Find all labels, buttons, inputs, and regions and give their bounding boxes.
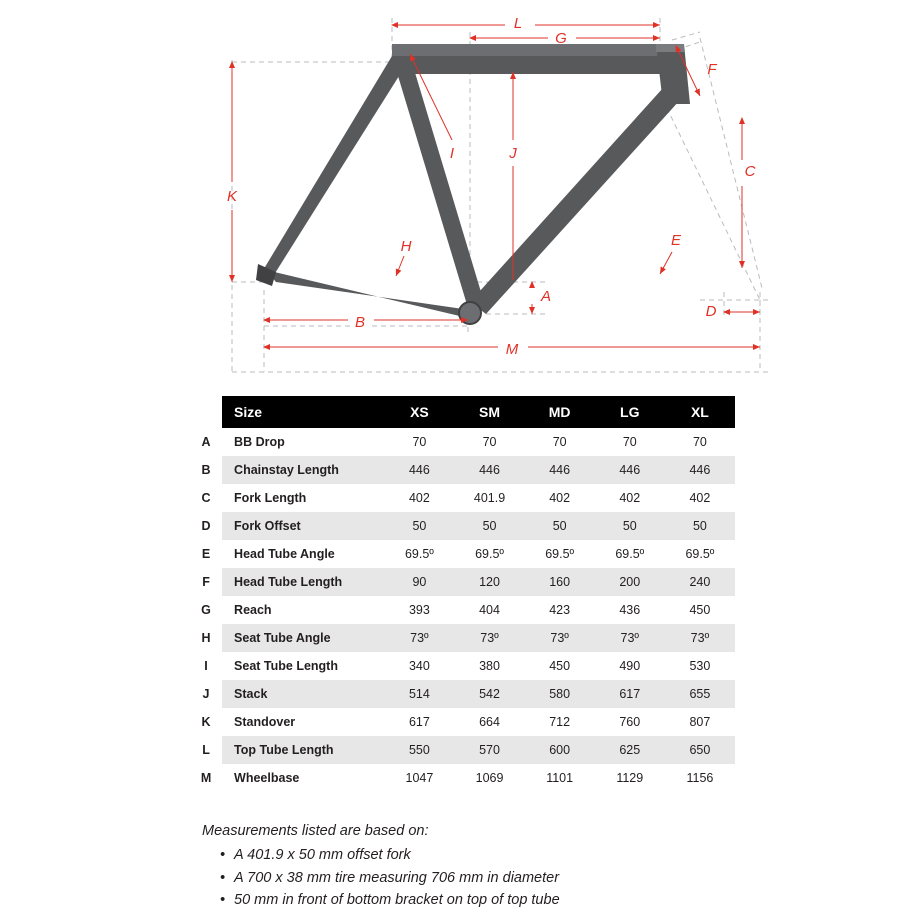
table-row — [190, 512, 735, 540]
row-value-sm: 1069 — [454, 764, 524, 792]
row-value-xs: 446 — [384, 456, 454, 484]
row-key: I — [190, 652, 222, 680]
row-key: G — [190, 596, 222, 624]
row-value-md: 446 — [525, 456, 595, 484]
table-row — [190, 456, 735, 484]
row-key: L — [190, 736, 222, 764]
row-name: Top Tube Length — [222, 736, 384, 764]
row-value-lg: 50 — [595, 512, 665, 540]
header-size-sm: SM — [454, 396, 524, 428]
row-value-md: 423 — [525, 596, 595, 624]
row-value-lg: 617 — [595, 680, 665, 708]
row-value-xl: 73º — [665, 624, 735, 652]
row-value-sm: 69.5º — [454, 540, 524, 568]
table-row — [190, 624, 735, 652]
geometry-diagram — [0, 0, 922, 390]
row-name: Head Tube Angle — [222, 540, 384, 568]
row-name: Fork Length — [222, 484, 384, 512]
row-value-xl: 1156 — [665, 764, 735, 792]
row-name: Chainstay Length — [222, 456, 384, 484]
row-value-sm: 380 — [454, 652, 524, 680]
header-size-md: MD — [525, 396, 595, 428]
table-row — [190, 764, 735, 792]
row-value-lg: 490 — [595, 652, 665, 680]
row-value-md: 50 — [525, 512, 595, 540]
dimension-label-M: M — [505, 341, 519, 358]
row-value-xl: 50 — [665, 512, 735, 540]
row-value-xs: 50 — [384, 512, 454, 540]
dimension-label-J: J — [509, 145, 517, 162]
header-size-xs: XS — [384, 396, 454, 428]
notes-intro: Measurements listed are based on: — [202, 823, 429, 839]
row-value-md: 73º — [525, 624, 595, 652]
row-key: D — [190, 512, 222, 540]
row-key: J — [190, 680, 222, 708]
row-value-xl: 70 — [665, 428, 735, 456]
row-name: Head Tube Length — [222, 568, 384, 596]
row-value-sm: 446 — [454, 456, 524, 484]
row-value-lg: 70 — [595, 428, 665, 456]
row-value-xs: 70 — [384, 428, 454, 456]
row-value-lg: 446 — [595, 456, 665, 484]
table-row — [190, 596, 735, 624]
row-name: Seat Tube Length — [222, 652, 384, 680]
row-name: Seat Tube Angle — [222, 624, 384, 652]
dimension-label-F: F — [707, 61, 717, 78]
row-value-xl: 446 — [665, 456, 735, 484]
row-value-sm: 70 — [454, 428, 524, 456]
dimension-label-B: B — [354, 314, 366, 331]
dimension-label-A: A — [540, 288, 552, 305]
row-value-xs: 1047 — [384, 764, 454, 792]
measurement-notes — [202, 820, 802, 912]
row-key: B — [190, 456, 222, 484]
dimension-label-L: L — [513, 15, 523, 32]
row-value-md: 600 — [525, 736, 595, 764]
row-value-sm: 542 — [454, 680, 524, 708]
row-name: Stack — [222, 680, 384, 708]
row-value-xs: 340 — [384, 652, 454, 680]
row-value-lg: 436 — [595, 596, 665, 624]
table-row — [190, 540, 735, 568]
row-value-xs: 550 — [384, 736, 454, 764]
row-key: C — [190, 484, 222, 512]
header-size-xl: XL — [665, 396, 735, 428]
dimension-label-E: E — [670, 232, 682, 249]
row-value-lg: 1129 — [595, 764, 665, 792]
row-value-sm: 570 — [454, 736, 524, 764]
table-row — [190, 428, 735, 456]
dimension-label-I: I — [449, 145, 455, 162]
frame-tubes — [256, 44, 690, 324]
dimension-label-D: D — [705, 303, 717, 320]
row-value-sm: 404 — [454, 596, 524, 624]
dimension-label-K: K — [226, 188, 238, 205]
row-name: Fork Offset — [222, 512, 384, 540]
row-key: M — [190, 764, 222, 792]
row-value-xl: 530 — [665, 652, 735, 680]
dimension-label-G: G — [555, 30, 567, 47]
table-row — [190, 652, 735, 680]
geometry-table — [190, 396, 735, 792]
dimension-label-H: H — [400, 238, 412, 255]
dimension-label-C: C — [744, 163, 756, 180]
row-value-xl: 402 — [665, 484, 735, 512]
row-value-md: 1101 — [525, 764, 595, 792]
table-header-row — [190, 396, 735, 428]
row-key: H — [190, 624, 222, 652]
table-row — [190, 708, 735, 736]
row-value-xs: 617 — [384, 708, 454, 736]
row-value-xl: 450 — [665, 596, 735, 624]
row-name: Wheelbase — [222, 764, 384, 792]
row-value-sm: 120 — [454, 568, 524, 596]
header-size-lg: LG — [595, 396, 665, 428]
row-value-sm: 73º — [454, 624, 524, 652]
table-row — [190, 680, 735, 708]
notes-list — [202, 844, 802, 911]
row-value-sm: 664 — [454, 708, 524, 736]
row-value-lg: 69.5º — [595, 540, 665, 568]
row-value-lg: 625 — [595, 736, 665, 764]
row-key: F — [190, 568, 222, 596]
row-name: BB Drop — [222, 428, 384, 456]
row-value-xs: 73º — [384, 624, 454, 652]
row-value-xs: 402 — [384, 484, 454, 512]
row-value-xs: 69.5º — [384, 540, 454, 568]
row-value-sm: 50 — [454, 512, 524, 540]
row-value-md: 70 — [525, 428, 595, 456]
row-value-lg: 73º — [595, 624, 665, 652]
row-name: Standover — [222, 708, 384, 736]
row-key: A — [190, 428, 222, 456]
note-item: • A 401.9 x 50 mm offset fork — [220, 844, 802, 866]
table-row — [190, 736, 735, 764]
row-value-xs: 90 — [384, 568, 454, 596]
table-body — [190, 428, 735, 792]
row-key: E — [190, 540, 222, 568]
row-value-xl: 69.5º — [665, 540, 735, 568]
row-value-lg: 402 — [595, 484, 665, 512]
row-value-lg: 200 — [595, 568, 665, 596]
row-value-md: 160 — [525, 568, 595, 596]
row-value-xl: 807 — [665, 708, 735, 736]
table-header — [190, 396, 735, 428]
row-value-xl: 650 — [665, 736, 735, 764]
table-row — [190, 568, 735, 596]
note-item: • 50 mm in front of bottom bracket on top of top tube — [220, 889, 802, 911]
row-value-lg: 760 — [595, 708, 665, 736]
row-value-md: 580 — [525, 680, 595, 708]
row-value-xl: 240 — [665, 568, 735, 596]
row-name: Reach — [222, 596, 384, 624]
row-value-md: 69.5º — [525, 540, 595, 568]
row-value-xl: 655 — [665, 680, 735, 708]
row-value-md: 402 — [525, 484, 595, 512]
row-value-xs: 514 — [384, 680, 454, 708]
row-value-md: 450 — [525, 652, 595, 680]
header-key-col — [190, 396, 222, 428]
table-row — [190, 484, 735, 512]
header-size: Size — [222, 396, 384, 428]
note-item: • A 700 x 38 mm tire measuring 706 mm in diameter — [220, 867, 802, 889]
row-key: K — [190, 708, 222, 736]
row-value-md: 712 — [525, 708, 595, 736]
row-value-sm: 401.9 — [454, 484, 524, 512]
row-value-xs: 393 — [384, 596, 454, 624]
